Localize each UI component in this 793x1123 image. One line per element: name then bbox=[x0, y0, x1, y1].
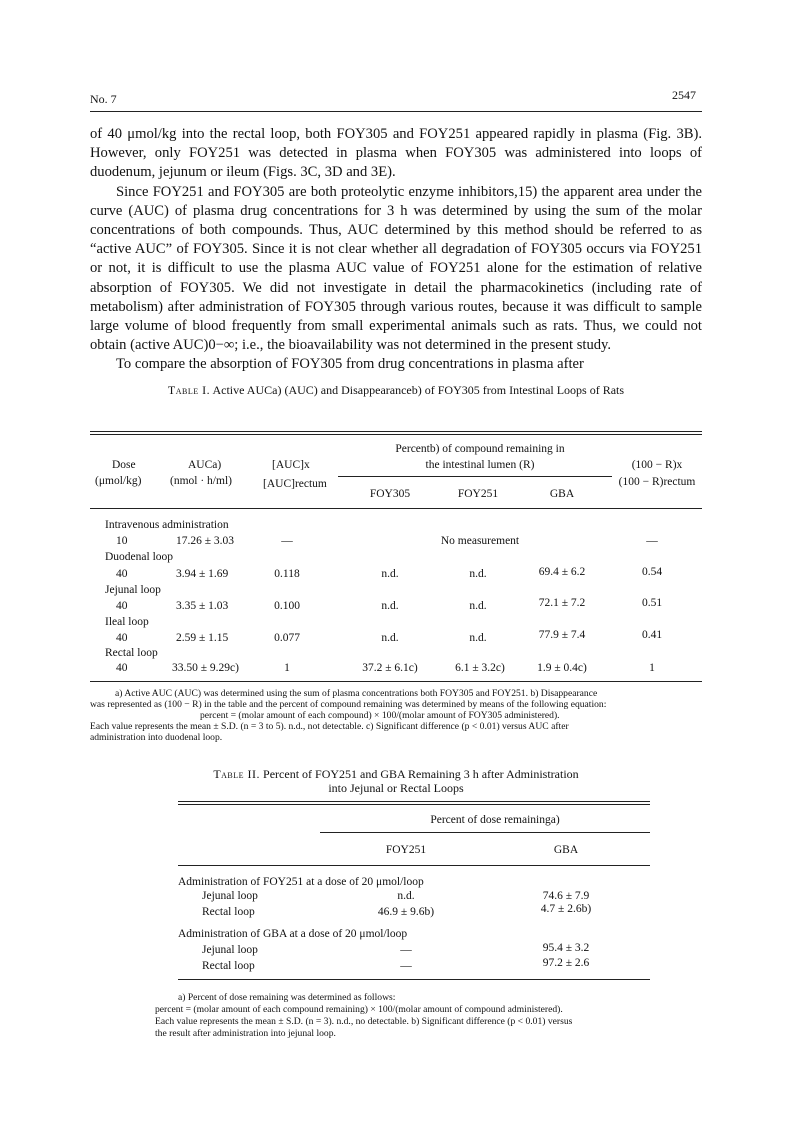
table-1-footnote-line: administration into duodenal loop. bbox=[90, 732, 223, 743]
table-1-group-label: Jejunal loop bbox=[105, 584, 161, 596]
table-1-disappearance: 0.41 bbox=[641, 629, 663, 641]
table-1-gba: 77.9 ± 7.4 bbox=[538, 629, 586, 641]
table-2-section-title: Administration of GBA at a dose of 20 μmol/loop bbox=[178, 928, 408, 940]
table-1-disappearance: 0.51 bbox=[641, 597, 663, 609]
table-2-group-rule bbox=[320, 832, 650, 833]
table-2-title: Percent of FOY251 and GBA Remaining 3 h after Administration bbox=[263, 767, 579, 781]
table-2-caption bbox=[90, 767, 702, 782]
percent-group-rule bbox=[338, 476, 612, 477]
table-1-foy305: n.d. bbox=[381, 600, 399, 612]
table-1-group-label: Ileal loop bbox=[105, 616, 149, 628]
table-1-footnote-line: was represented as (100 − R) in the table and the percent of compound remaining was determined by means of the following equation: bbox=[90, 699, 607, 710]
col-dose-header: Dose bbox=[112, 459, 136, 471]
table-2-bottom-rule bbox=[178, 979, 650, 980]
table-1-foy251: n.d. bbox=[469, 632, 487, 644]
col-ratio-header-bottom: [AUC]rectum bbox=[263, 478, 327, 490]
table-1-no-measurement: No measurement bbox=[440, 535, 520, 547]
table-1-gba: 69.4 ± 6.2 bbox=[538, 566, 586, 578]
table-1-title: Active AUCa) (AUC) and Disappearanceb) of FOY305 from Intestinal Loops of Rats bbox=[212, 383, 625, 397]
table-1-auc: 2.59 ± 1.15 bbox=[176, 632, 229, 644]
table-1-foy305: n.d. bbox=[381, 632, 399, 644]
table-1-ratio: 0.118 bbox=[274, 568, 300, 580]
table-1-auc: 3.94 ± 1.69 bbox=[176, 568, 229, 580]
table-1-disappearance: — bbox=[646, 535, 658, 547]
journal-issue-number: No. 7 bbox=[90, 92, 117, 106]
table-1-foy251: n.d. bbox=[469, 568, 487, 580]
table-2-header-rule bbox=[178, 865, 650, 866]
table-2-foy251: 46.9 ± 9.6b) bbox=[377, 906, 435, 918]
table-2-top-rule-2 bbox=[178, 804, 650, 805]
table-1-foy305: 37.2 ± 6.1c) bbox=[362, 662, 418, 674]
table-1-disappearance: 0.54 bbox=[641, 566, 663, 578]
table-2-foy251: n.d. bbox=[397, 890, 415, 902]
col-disappearance-header-top: (100 − R)x bbox=[631, 459, 683, 471]
table-1-top-rule-2 bbox=[90, 434, 702, 435]
col-percent-group-line-1: Percentb) of compound remaining in bbox=[395, 443, 565, 455]
table-2-footnote-line: the result after administration into jejunal loop. bbox=[155, 1028, 336, 1039]
table-1-top-rule bbox=[90, 431, 702, 432]
table-1-dose: 40 bbox=[116, 568, 128, 580]
col-dose-unit: (μmol/kg) bbox=[95, 475, 142, 487]
table-2-gba: 97.2 ± 2.6 bbox=[542, 957, 590, 969]
table-2-gba: 95.4 ± 3.2 bbox=[542, 942, 590, 954]
body-text bbox=[90, 125, 702, 375]
table-2-row-label: Rectal loop bbox=[202, 906, 255, 918]
table-1-gba: 1.9 ± 0.4c) bbox=[537, 662, 587, 674]
table-2-footnote-line: Each value represents the mean ± S.D. (n = 3). n.d., no detectable. b) Significant difference (p < 0.01) versus bbox=[155, 1016, 573, 1027]
col-foy305-header: FOY305 bbox=[369, 488, 411, 500]
table-1-footnote-line: a) Active AUC (AUC) was determined using the sum of plasma concentrations both FOY305 and FOY251. b) Disappearance bbox=[115, 688, 598, 699]
page-number: 2547 bbox=[672, 88, 696, 102]
table-2-footnote-line: a) Percent of dose remaining was determined as follows: bbox=[178, 992, 396, 1003]
table-2-section-title: Administration of FOY251 at a dose of 20 μmol/loop bbox=[178, 876, 424, 888]
paragraph-2: Since FOY251 and FOY305 are both proteolytic enzyme inhibitors,15) the apparent area under the curve (AUC) of plasma drug concentrations for 3 h was determined by using the sum of the molar concentrations of both compounds. Thus, AUC determined by this method should be referred to as “active AUC” of FOY305. Since it is not clear whether all degradation of FOY305 occurs via FOY251 or not, it is difficult to use the plasma AUC value of FOY251 alone for the estimation of relative absorption of FOY305. We did not investigate in detail the pharmacokinetics (including rate of metabolism) after administration of FOY305 through various routes, because it was difficult to sample large volume of blood frequently from small experimental animals such as rats. Thus, we could not obtain (active AUC)0−∞; i.e., the bioavailability was not determined in the present study. bbox=[90, 183, 702, 354]
col-percent-group-line-2: the intestinal lumen (R) bbox=[425, 459, 535, 471]
header-rule bbox=[90, 111, 702, 112]
table-1-caption bbox=[90, 383, 702, 398]
table-1-ratio: 0.100 bbox=[274, 600, 300, 612]
table-1-footnote-line: Each value represents the mean ± S.D. (n = 3 to 5). n.d., not detectable. c) Significant difference (p < 0.01) versus AUC after bbox=[90, 721, 569, 732]
table-2-group-header: Percent of dose remaininga) bbox=[430, 814, 560, 826]
col-auc-unit: (nmol · h/ml) bbox=[170, 475, 232, 487]
table-2-foy251: — bbox=[400, 960, 412, 972]
table-2-row-label: Jejunal loop bbox=[202, 944, 258, 956]
table-1-footnote-line: percent = (molar amount of each compound) × 100/(molar amount of FOY305 administered). bbox=[200, 710, 560, 721]
col-disappearance-header-bottom: (100 − R)rectum bbox=[618, 476, 696, 488]
table-1-dose: 40 bbox=[116, 632, 128, 644]
col-auc-header: AUCa) bbox=[188, 459, 222, 471]
table-1-header-rule bbox=[90, 508, 702, 509]
table-1-foy251: n.d. bbox=[469, 600, 487, 612]
table-1-foy251: 6.1 ± 3.2c) bbox=[455, 662, 505, 674]
table-1-dose: 40 bbox=[116, 600, 128, 612]
table-1-group-label: Duodenal loop bbox=[105, 551, 174, 563]
col-foy251-header: FOY251 bbox=[457, 488, 499, 500]
table-2-gba: 4.7 ± 2.6b) bbox=[540, 903, 592, 915]
table-1-gba: 72.1 ± 7.2 bbox=[538, 597, 586, 609]
table-1-bottom-rule bbox=[90, 681, 702, 682]
table-2-col-foy251: FOY251 bbox=[385, 844, 427, 856]
paragraph-1: of 40 μmol/kg into the rectal loop, both FOY305 and FOY251 appeared rapidly in plasma (Fig. 3B). However, only FOY251 was detected in plasma when FOY305 was administered into loops of duodenum, jejunum or ileum (Figs. 3C, 3D and 3E). bbox=[90, 126, 702, 181]
table-2-row-label: Rectal loop bbox=[202, 960, 255, 972]
table-1-auc: 3.35 ± 1.03 bbox=[176, 600, 229, 612]
table-2-col-gba: GBA bbox=[553, 844, 579, 856]
paragraph-3: To compare the absorption of FOY305 from drug concentrations in plasma after bbox=[116, 356, 584, 373]
table-2-label: Table II. bbox=[213, 767, 261, 781]
table-1-auc: 33.50 ± 9.29c) bbox=[172, 662, 239, 674]
col-ratio-header-top: [AUC]x bbox=[272, 459, 310, 471]
table-2-gba: 74.6 ± 7.9 bbox=[542, 890, 590, 902]
table-2-row-label: Jejunal loop bbox=[202, 890, 258, 902]
table-2-foy251: — bbox=[400, 944, 412, 956]
table-2-footnote-line: percent = (molar amount of each compound remaining) × 100/(molar amount of compound administered). bbox=[155, 1004, 563, 1015]
table-1-ratio: 1 bbox=[284, 662, 290, 674]
table-1-group-label: Intravenous administration bbox=[105, 519, 229, 531]
table-1-disappearance: 1 bbox=[649, 662, 655, 674]
table-1-foy305: n.d. bbox=[381, 568, 399, 580]
table-1-label: Table I. bbox=[167, 383, 211, 397]
table-2-caption-line-2: into Jejunal or Rectal Loops bbox=[328, 781, 464, 795]
table-1-ratio: 0.077 bbox=[274, 632, 300, 644]
table-1-dose: 10 bbox=[116, 535, 128, 547]
table-1-ratio: — bbox=[281, 535, 293, 547]
table-1-auc: 17.26 ± 3.03 bbox=[176, 535, 235, 547]
table-1-group-label: Rectal loop bbox=[105, 647, 158, 659]
table-2-top-rule bbox=[178, 801, 650, 802]
col-gba-header: GBA bbox=[549, 488, 575, 500]
table-1-dose: 40 bbox=[116, 662, 128, 674]
